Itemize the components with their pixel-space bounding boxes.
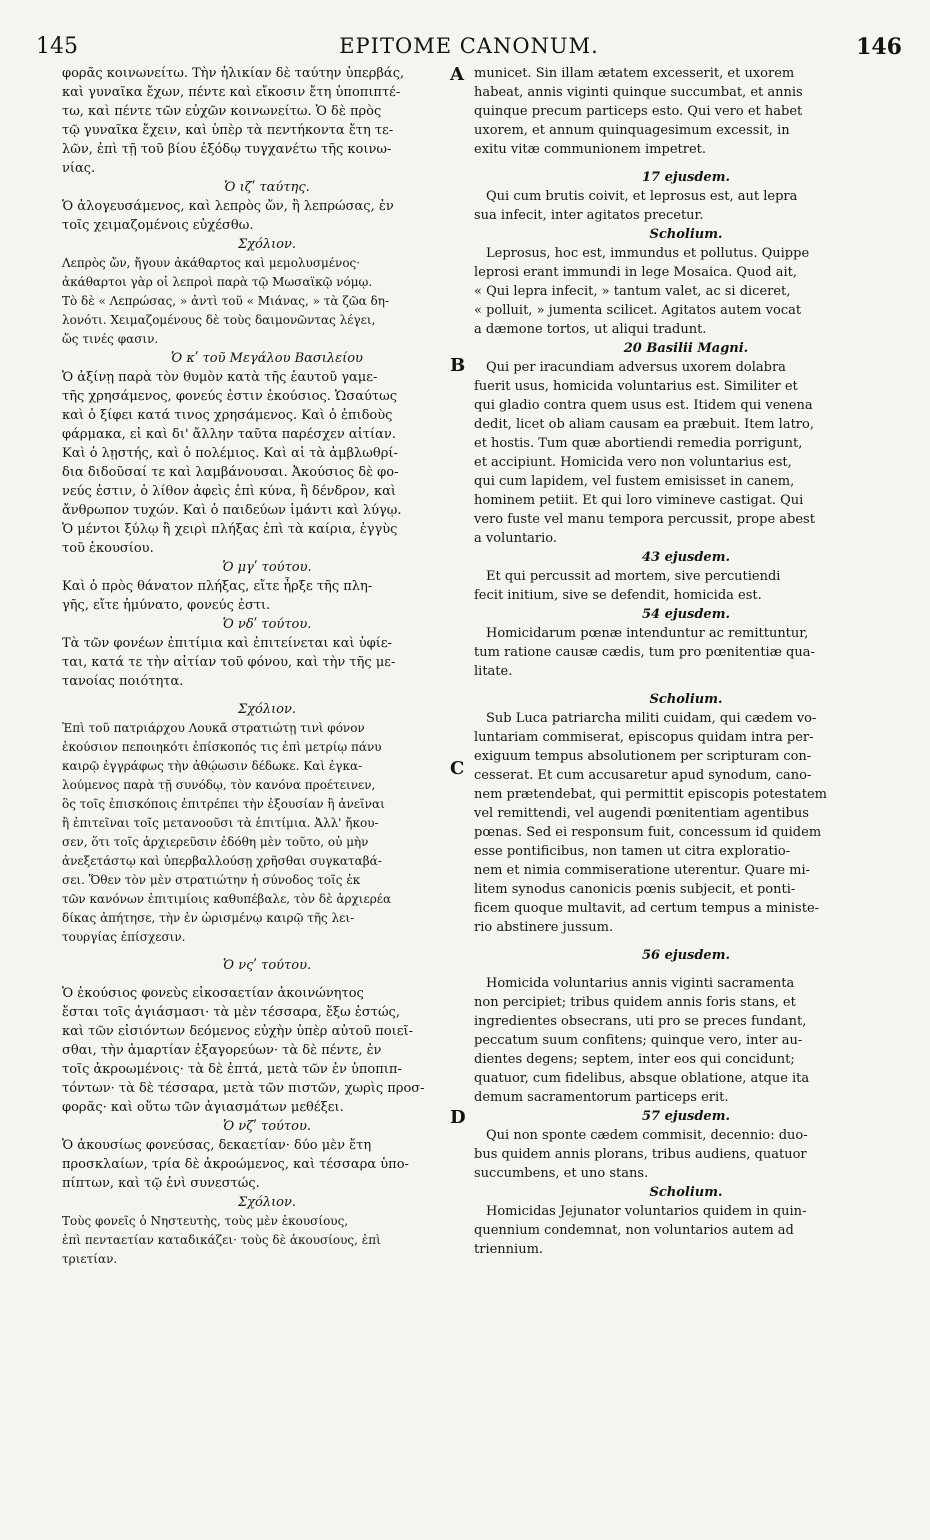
text-line: ὃς τοῖς ἐπισκόποις ἐπιτρέπει τὴν ἐξουσίαν ἢ ἀνεῖναι [62,797,385,811]
text-line: Ὁ ἀλογευσάμενος, καὶ λεπρὸς ὤν, ἢ λεπρώσας, ἐν [62,199,394,214]
text-line: sua infecit, inter agitatos precetur. [474,208,704,223]
text-line: pœnas. Sed ei responsum fuit, concessum id quidem [474,825,822,840]
text-line: λονότι. Χειμαζομένους δὲ τοὺς δαιμονῶντας λέγει, [62,313,376,327]
text-line: ται, κατά τε τὴν αἰτίαν τοῦ φόνου, καὶ τὴν τῆς με- [62,655,396,670]
text-line: πίπτων, καὶ τῷ ἑνὶ συνεστώς. [62,1176,260,1191]
section-heading: Σχόλιον. [237,1195,297,1210]
spacer [62,975,472,984]
text-line: καὶ τῶν εἰσιόντων δεόμενος εὐχὴν ὑπὲρ αὐτοῦ ποιεῖ- [62,1024,413,1039]
text-line: καὶ ὁ ξίφει κατά τινος χρησάμενος. Καὶ ὁ ἐπιδοὺς [62,408,393,423]
spacer [474,681,898,690]
spacer [474,159,898,168]
section-heading: Scholium. [649,1185,723,1200]
text-line: τόντων· τὰ δὲ τέσσαρα, μετὰ τῶν πιστῶν, χωρὶς προσ- [62,1081,425,1096]
section-heading: 43 ejusdem. [641,550,730,565]
text-line: φορᾶς· καὶ οὕτω τῶν ἁγιασμάτων μεθέξει. [62,1100,344,1115]
spacer [474,965,898,974]
section-heading: Σχόλιον. [237,237,297,252]
section-heading: Ὁ νςʹ τούτου. [222,958,312,973]
margin-letter-b: B [450,355,466,376]
text-line: τριετίαν. [62,1252,118,1266]
text-line: ἀκάθαρτοι γὰρ οἱ λεπροὶ παρὰ τῷ Μωσαϊκῷ νόμῳ. [62,275,373,289]
text-line: λῶν, ἐπὶ τῇ τοῦ βίου ἐξόδῳ τυγχανέτω τῆς κοινω- [62,142,392,157]
text-line: bus quidem annis plorans, tribus audiens, quatuor [474,1147,807,1162]
text-line: σεν, ὅτι τοῖς ἀρχιερεῦσιν ἐδόθη μὲν τοῦτο, οὐ μὴν [62,835,369,849]
text-line: τοῖς ἀκροωμένοις· τὰ δὲ ἑπτά, μετὰ τῶν ἐν ὑποπιπ- [62,1062,402,1077]
text-line: ingredientes obsecrans, uti pro se preces fundant, [474,1014,807,1029]
text-line: λούμενος παρὰ τῇ συνόδῳ, τὸν κανόνα προέτεινεν, [62,778,376,792]
text-line: τοῖς χειμαζομένοις εὐχέσθω. [62,218,254,233]
text-line: σει. Ὅθεν τὸν μὲν στρατιώτην ἡ σύνοδος τοῖς ἐκ [62,873,361,887]
text-line: δίκας ἀπήτησε, τὴν ἐν ὡρισμένῳ καιρῷ τῆς λει- [62,911,355,925]
section-heading: Σχόλιον. [237,702,297,717]
text-line: σθαι, τὴν ἁμαρτίαν ἐξαγορεύων· τὰ δὲ πέντε, ἐν [62,1043,382,1058]
text-line: vel remittendi, vel augendi pœnitentiam agentibus [474,806,809,821]
text-line: καιρῷ ἐγγράφως τὴν ἀθῴωσιν δέδωκε. Καὶ ἐγκα- [62,759,363,773]
margin-letter-c: C [450,758,465,779]
page-number-left: 145 [36,34,78,59]
text-line: ἐπὶ πενταετίαν καταδικάζει· τοὺς δὲ ἀκουσίους, ἐπὶ [62,1233,381,1247]
page-number-right: 146 [856,34,902,60]
text-line: τῆς χρησάμενος, φονεύς ἐστιν ἑκούσιος. Ὡσαύτως [62,389,397,404]
text-line: τω, καὶ πέντε τῶν εὐχῶν κοινωνείτω. Ὁ δὲ πρὸς [62,104,382,119]
text-line: Ὁ ἀκουσίως φονεύσας, δεκαετίαν· δύο μὲν ἔτη [62,1138,372,1153]
section-heading: 56 ejusdem. [641,948,730,963]
section-heading: 57 ejusdem. [641,1109,730,1124]
text-line: habeat, annis viginti quinque succumbat, et annis [474,85,803,100]
text-line: triennium. [474,1242,544,1257]
text-line: Qui cum brutis coivit, et leprosus est, aut lepra [486,189,798,204]
text-line: qui cum lapidem, vel fustem emisisset in canem, [474,474,795,489]
text-line: quennium condemnat, non voluntarios autem ad [474,1223,794,1238]
text-line: non percipiet; tribus quidem annis foris stans, et [474,995,796,1010]
text-line: Ὁ μέντοι ξύλῳ ἢ χειρὶ πλήξας ἐπὶ τὰ καίρια, ἐγγὺς [62,522,398,537]
text-line: Καὶ ὁ λῃστής, καὶ ὁ πολέμιος. Καὶ αἱ τὰ ἀμβλωθρί- [62,446,398,461]
text-line: φορᾶς κοινωνείτω. Τὴν ἡλικίαν δὲ ταύτην ὑπερβάς, [62,66,405,81]
text-line: quatuor, cum fidelibus, absque oblatione, atque ita [474,1071,810,1086]
spacer [62,691,472,700]
text-line: Τὰ τῶν φονέων ἐπιτίμια καὶ ἐπιτείνεται καὶ ὑφίε- [62,636,392,651]
text-line: ἀνεξετάστῳ καὶ ὑπερβαλλούσῃ χρῆσθαι συγκαταβά- [62,854,382,868]
text-line: Ἐπὶ τοῦ πατριάρχου Λουκᾶ στρατιώτῃ τινὶ φόνον [62,721,365,735]
text-line: νεύς ἐστιν, ὁ λίθον ἀφεὶς ἐπὶ κύνα, ἢ δένδρον, καὶ [62,484,396,499]
section-heading: 54 ejusdem. [641,607,730,622]
section-heading: 17 ejusdem. [641,170,730,185]
text-line: Homicida voluntarius annis viginti sacramenta [486,976,795,991]
spacer [62,947,472,956]
text-line: Ὁ ἀξίνῃ παρὰ τὸν θυμὸν κατὰ τῆς ἑαυτοῦ γαμε- [62,370,378,385]
text-line: Qui non sponte cædem commisit, decennio: duo- [486,1128,808,1143]
text-line: vero fuste vel manu tempora percussit, prope abest [474,512,815,527]
text-line: dedit, licet ob aliam causam ea præbuit. Item latro, [474,417,814,432]
section-heading: Ὁ νδʹ τούτου. [222,617,312,632]
text-line: Leprosus, hoc est, immundus et pollutus. Quippe [486,246,810,261]
text-line: ἔσται τοῖς ἁγιάσμασι· τὰ μὲν τέσσαρα, ἔξω ἑστώς, [62,1005,400,1020]
text-line: nem et nimia commiseratione uterentur. Quare mi- [474,863,811,878]
text-line: νίας. [62,161,96,176]
text-line: dientes degens; septem, inter eos qui concidunt; [474,1052,795,1067]
text-line: exitu vitæ communionem impetret. [474,142,706,157]
text-line: peccatum suum confitens; quinque vero, inter au- [474,1033,803,1048]
margin-letter-d: D [450,1107,466,1128]
section-heading: Scholium. [649,227,723,242]
text-line: τουργίας ἐπίσχεσιν. [62,930,186,944]
text-line: succumbens, et uno stans. [474,1166,649,1181]
text-line: esse pontificibus, non tamen ut citra exploratio- [474,844,791,859]
text-line: Homicidas Jejunator voluntarios quidem in quin- [486,1204,807,1219]
text-line: hominem petiit. Et qui loro vimineve castigat. Qui [474,493,804,508]
text-line: Τοὺς φονεῖς ὁ Νηστευτὴς, τοὺς μὲν ἑκουσίους, [62,1214,349,1228]
text-line: ὥς τινές φασιν. [62,332,159,346]
text-line: δια διδοῦσαί τε καὶ λαμβάνουσαι. Ἀκούσιος δὲ φο- [62,465,399,480]
text-line: uxorem, et annum quinquagesimum excessit, in [474,123,790,138]
text-line: καὶ γυναῖκα ἔχων, πέντε καὶ εἴκοσιν ἔτη ὑποπιπτέ- [62,85,401,100]
text-line: τοῦ ἑκουσίου. [62,541,154,556]
text-line: municet. Sin illam ætatem excesserit, et uxorem [474,66,795,81]
text-line: ἑκούσιον πεποιηκότι ἐπίσκοπός τις ἐπὶ μετρίῳ πάνυ [62,740,382,754]
text-line: litem synodus canonicis pœnis subjecit, et ponti- [474,882,796,897]
text-line: « Qui lepra infecit, » tantum valet, ac si diceret, [474,284,791,299]
spacer [474,937,898,946]
text-line: ficem quoque multavit, ad certum tempus a ministe- [474,901,820,916]
text-line: τῷ γυναῖκα ἔχειν, καὶ ὑπὲρ τὰ πεντήκοντα ἔτη τε- [62,123,394,138]
section-heading: Ὁ κʹ τοῦ Μεγάλου Βασιλείου [171,351,363,366]
text-line: qui gladio contra quem usus est. Itidem qui venena [474,398,813,413]
text-line: demum sacramentorum particeps erit. [474,1090,729,1105]
text-line: leprosi erant immundi in lege Mosaica. Quod ait, [474,265,797,280]
section-heading: Scholium. [649,692,723,707]
text-line: et accipiunt. Homicida vero non voluntarius est, [474,455,792,470]
text-line: tum ratione causæ cædis, tum pro pœnitentiæ qua- [474,645,815,660]
text-line: Λεπρὸς ὤν, ἤγουν ἀκάθαρτος καὶ μεμολυσμένος· [62,256,361,270]
page-header [36,34,902,60]
text-line: rio abstinere jussum. [474,920,614,935]
text-line: cesserat. Et cum accusaretur apud synodum, cano- [474,768,812,783]
text-line: a dæmone tortos, ut aliqui tradunt. [474,322,707,337]
text-line: Ὁ ἑκούσιος φονεὺς εἰκοσαετίαν ἀκοινώνητος [62,986,364,1001]
text-line: fecit initium, sive se defendit, homicida est. [474,588,762,603]
text-line: φάρμακα, εἰ καὶ δι' ἄλλην ταῦτα παρέσχεν αἰτίαν. [62,427,396,442]
greek-column [62,64,472,1530]
text-line: Sub Luca patriarcha militi cuidam, qui cædem vo- [486,711,817,726]
text-line: Et qui percussit ad mortem, sive percutiendi [486,569,781,584]
text-line: et hostis. Tum quæ abortiendi remedia porrigunt, [474,436,803,451]
text-line: exiguum tempus absolutionem per scripturam con- [474,749,812,764]
text-line: fuerit usus, homicida voluntarius est. Similiter et [474,379,798,394]
text-line: γῆς, εἴτε ἠμύνατο, φονεύς ἐστι. [62,598,271,613]
text-line: Qui per iracundiam adversus uxorem dolabra [486,360,786,375]
text-line: Τὸ δὲ « Λεπρώσας, » ἀντὶ τοῦ « Μιάνας, » τὰ ζῶα δη- [62,294,390,308]
text-line: ἢ ἐπιτεῖναι τοῖς μετανοοῦσι τὰ ἐπιτίμια. Ἀλλ' ἤκου- [62,816,379,830]
text-line: litate. [474,664,513,679]
text-line: nem prætendebat, qui permittit episcopis potestatem [474,787,827,802]
text-line: luntariam commiserat, episcopus quidam intra per- [474,730,814,745]
text-line: « polluit, » jumenta scilicet. Agitatos autem vocat [474,303,802,318]
text-line: a voluntario. [474,531,558,546]
section-heading: Ὁ μγʹ τούτου. [222,560,312,575]
text-line: τανοίας ποιότητα. [62,674,184,689]
text-line: Καὶ ὁ πρὸς θάνατον πλήξας, εἴτε ἦρξε τῆς πλη- [62,579,373,594]
text-line: Homicidarum pœnæ intenduntur ac remittuntur, [486,626,809,641]
section-heading: Ὁ νζʹ τούτου. [223,1119,311,1134]
text-line: quinque precum particeps esto. Qui vero et habet [474,104,803,119]
text-line: τῶν κανόνων ἐπιτιμίοις καθυπέβαλε, τὸν δὲ ἀρχιερέα [62,892,392,906]
latin-column [474,64,898,1530]
text-line: ἄνθρωπον τυχών. Καὶ ὁ παιδεύων ἱμάντι καὶ λύγῳ. [62,503,402,518]
margin-letter-a: A [450,64,464,85]
text-line: προσκλαίων, τρία δὲ ἀκροώμενος, καὶ τέσσαρα ὑπο- [62,1157,409,1172]
running-title: EPITOME CANONUM. [339,34,599,58]
section-heading: Ὁ ιζʹ ταύτης. [224,180,310,195]
section-heading: 20 Basilii Magni. [623,341,749,356]
